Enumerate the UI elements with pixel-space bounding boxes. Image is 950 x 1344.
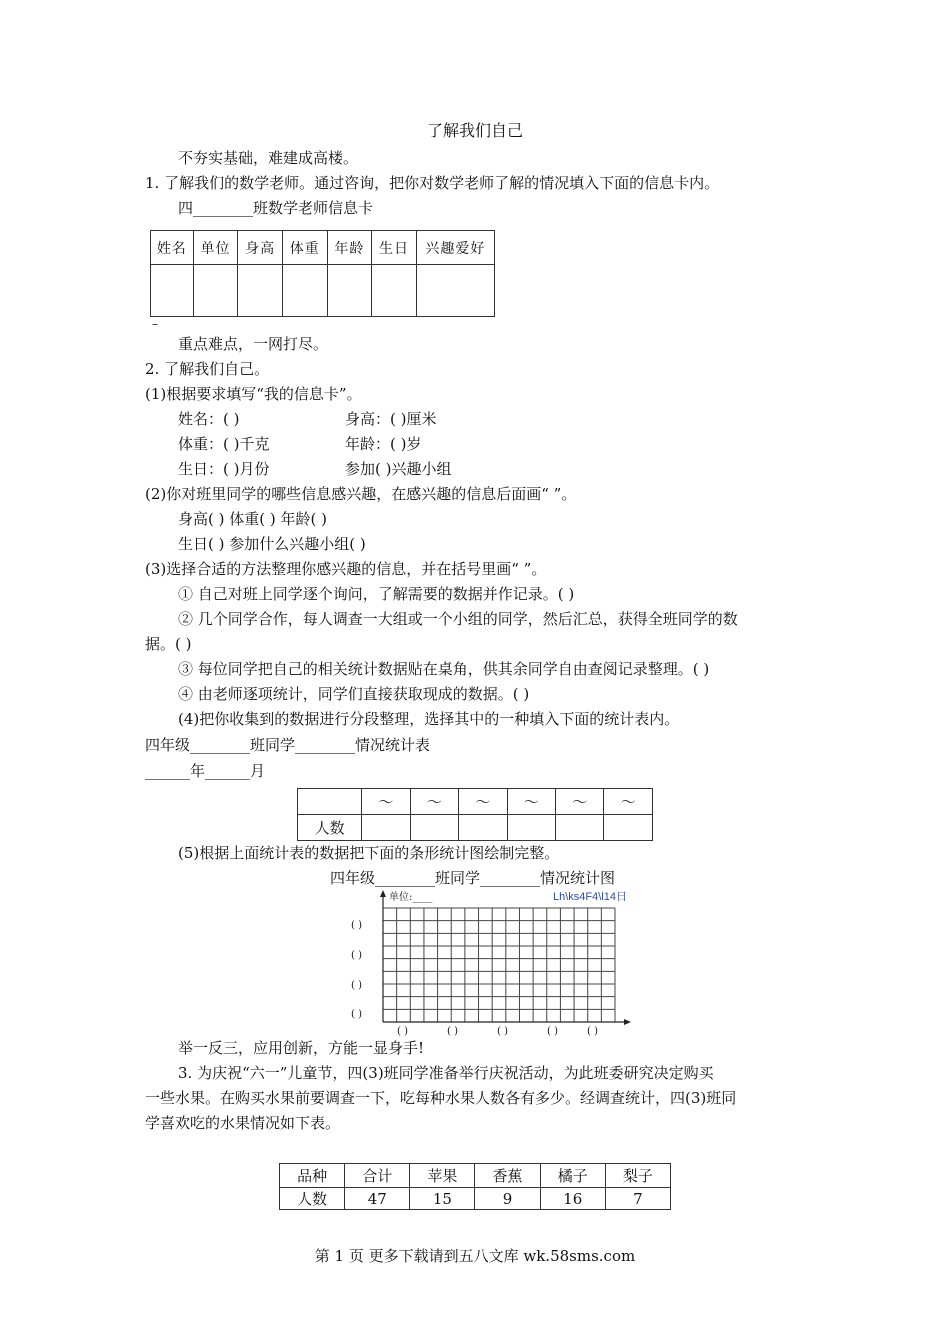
row-label: 人数 [280,1188,345,1210]
motto: 重点难点，一网打尽。 [178,335,329,353]
table-cell: 47 [345,1188,410,1210]
y-tick-label[interactable]: ( ) [351,980,362,991]
x-tick-label[interactable]: ( ) [547,1026,558,1037]
question-2-1: (1)根据要求填写“我的信息卡”。 [145,385,362,403]
stray-mark: – [152,317,158,331]
chart-svg [345,890,635,1040]
range-cell[interactable]: ～ [362,789,410,815]
info-group: 参加( )兴趣小组 [345,460,452,478]
y-tick-label[interactable]: ( ) [351,950,362,961]
fruit-table [279,1163,671,1210]
table-cell[interactable] [238,265,283,317]
page-footer: 第 1 页 更多下载请到五八文库 wk.58sms.com [314,1247,636,1265]
table-header: 品种 [280,1164,345,1188]
teacher-card-title: 四________班数学老师信息卡 [178,199,374,217]
question-2-4: (4)把你收集到的数据进行分段整理，选择其中的一种填入下面的统计表内。 [178,710,680,728]
table-header: 姓名 [151,231,194,265]
x-tick-label[interactable]: ( ) [497,1026,508,1037]
y-axis-arrow [380,890,386,897]
chart-title: 四年级________班同学________情况统计图 [330,869,616,887]
table-header: 单位 [193,231,238,265]
range-cell[interactable]: ～ [459,789,507,815]
method-option: ③ 每位同学把自己的相关统计数据贴在桌角，供其余同学自由查阅记录整理。( ) [178,660,710,678]
chart-unit: 单位:____ [389,892,433,903]
table-cell[interactable] [410,815,458,841]
motto: 举一反三，应用创新，方能一显身手! [178,1039,425,1057]
interest-line: 生日( ) 参加什么兴趣小组( ) [178,535,366,553]
table-header: 兴趣爱好 [416,231,494,265]
table-cell[interactable] [416,265,494,317]
table-cell[interactable] [459,815,507,841]
table-cell[interactable] [556,815,604,841]
range-cell[interactable]: ～ [507,789,555,815]
table-cell[interactable] [151,265,194,317]
question-1: 1. 了解我们的数学老师。通过咨询，把你对数学老师了解的情况填入下面的信息卡内。 [145,174,720,192]
table-header: 年龄 [327,231,372,265]
table-cell: 9 [475,1188,540,1210]
info-weight: 体重：( )千克 [178,435,270,453]
method-option: ② 几个同学合作，每人调查一大组或一个小组的同学，然后汇总，获得全班同学的数 [178,610,738,628]
x-axis-arrow [624,1019,631,1025]
info-height: 身高：( )厘米 [345,410,437,428]
question-3-cont: 学喜欢吃的水果情况如下表。 [145,1114,341,1132]
method-option: ④ 由老师逐项统计，同学们直接获取现成的数据。( ) [178,685,530,703]
motto: 不夯实基础，难建成高楼。 [178,149,359,167]
interest-line: 身高( ) 体重( ) 年龄( ) [178,510,327,528]
question-3-cont: 一些水果。在购买水果前要调查一下，吃每种水果人数各有多少。经调查统计，四(3)班同 [145,1089,737,1107]
teacher-info-table [150,230,495,317]
question-2: 2. 了解我们自己。 [145,360,270,378]
range-cell[interactable]: ～ [410,789,458,815]
method-option: ① 自己对班上同学逐个询问，了解需要的数据并作记录。( ) [178,585,575,603]
table-cell[interactable] [193,265,238,317]
table-header: 苹果 [410,1164,475,1188]
table-header: 体重 [282,231,327,265]
table-header: 梨子 [605,1164,670,1188]
table-cell: 15 [410,1188,475,1210]
x-tick-label[interactable]: ( ) [397,1026,408,1037]
table-header: 橘子 [540,1164,605,1188]
table-header: 合计 [345,1164,410,1188]
question-3: 3. 为庆祝“六一”儿童节，四(3)班同学准备举行庆祝活动，为此班委研究决定购买 [178,1064,714,1082]
stat-table-date: ______年______月 [145,762,266,780]
question-2-3: (3)选择合适的方法整理你感兴趣的信息，并在括号里画“ ”。 [145,560,547,578]
table-header: 生日 [372,231,417,265]
stat-table [297,788,653,841]
bar-chart-grid [345,890,635,1040]
question-2-5: (5)根据上面统计表的数据把下面的条形统计图绘制完整。 [178,844,560,862]
y-tick-label[interactable]: ( ) [351,920,362,931]
stat-table-title: 四年级________班同学________情况统计表 [145,736,431,754]
row-label: 人数 [298,815,362,841]
range-cell[interactable]: ～ [604,789,653,815]
question-2-2: (2)你对班里同学的哪些信息感兴趣，在感兴趣的信息后面画“ ”。 [145,485,577,503]
x-tick-label[interactable]: ( ) [447,1026,458,1037]
method-option: 据。( ) [145,635,192,653]
table-cell[interactable] [298,789,362,815]
x-tick-label[interactable]: ( ) [587,1026,598,1037]
y-tick-label[interactable]: ( ) [351,1009,362,1020]
table-cell[interactable] [327,265,372,317]
table-cell[interactable] [282,265,327,317]
table-cell[interactable] [372,265,417,317]
table-cell: 7 [605,1188,670,1210]
table-cell: 16 [540,1188,605,1210]
table-header: 香蕉 [475,1164,540,1188]
chart-legend-text: Lh\ks4F4\l14日 [553,891,627,903]
info-age: 年龄：( )岁 [345,435,422,453]
page-title: 了解我们自己 [426,121,523,140]
range-cell[interactable]: ～ [556,789,604,815]
info-name: 姓名：( ) [178,410,240,428]
table-cell[interactable] [507,815,555,841]
table-cell[interactable] [604,815,653,841]
table-header: 身高 [238,231,283,265]
info-birthday: 生日：( )月份 [178,460,270,478]
table-cell[interactable] [362,815,410,841]
